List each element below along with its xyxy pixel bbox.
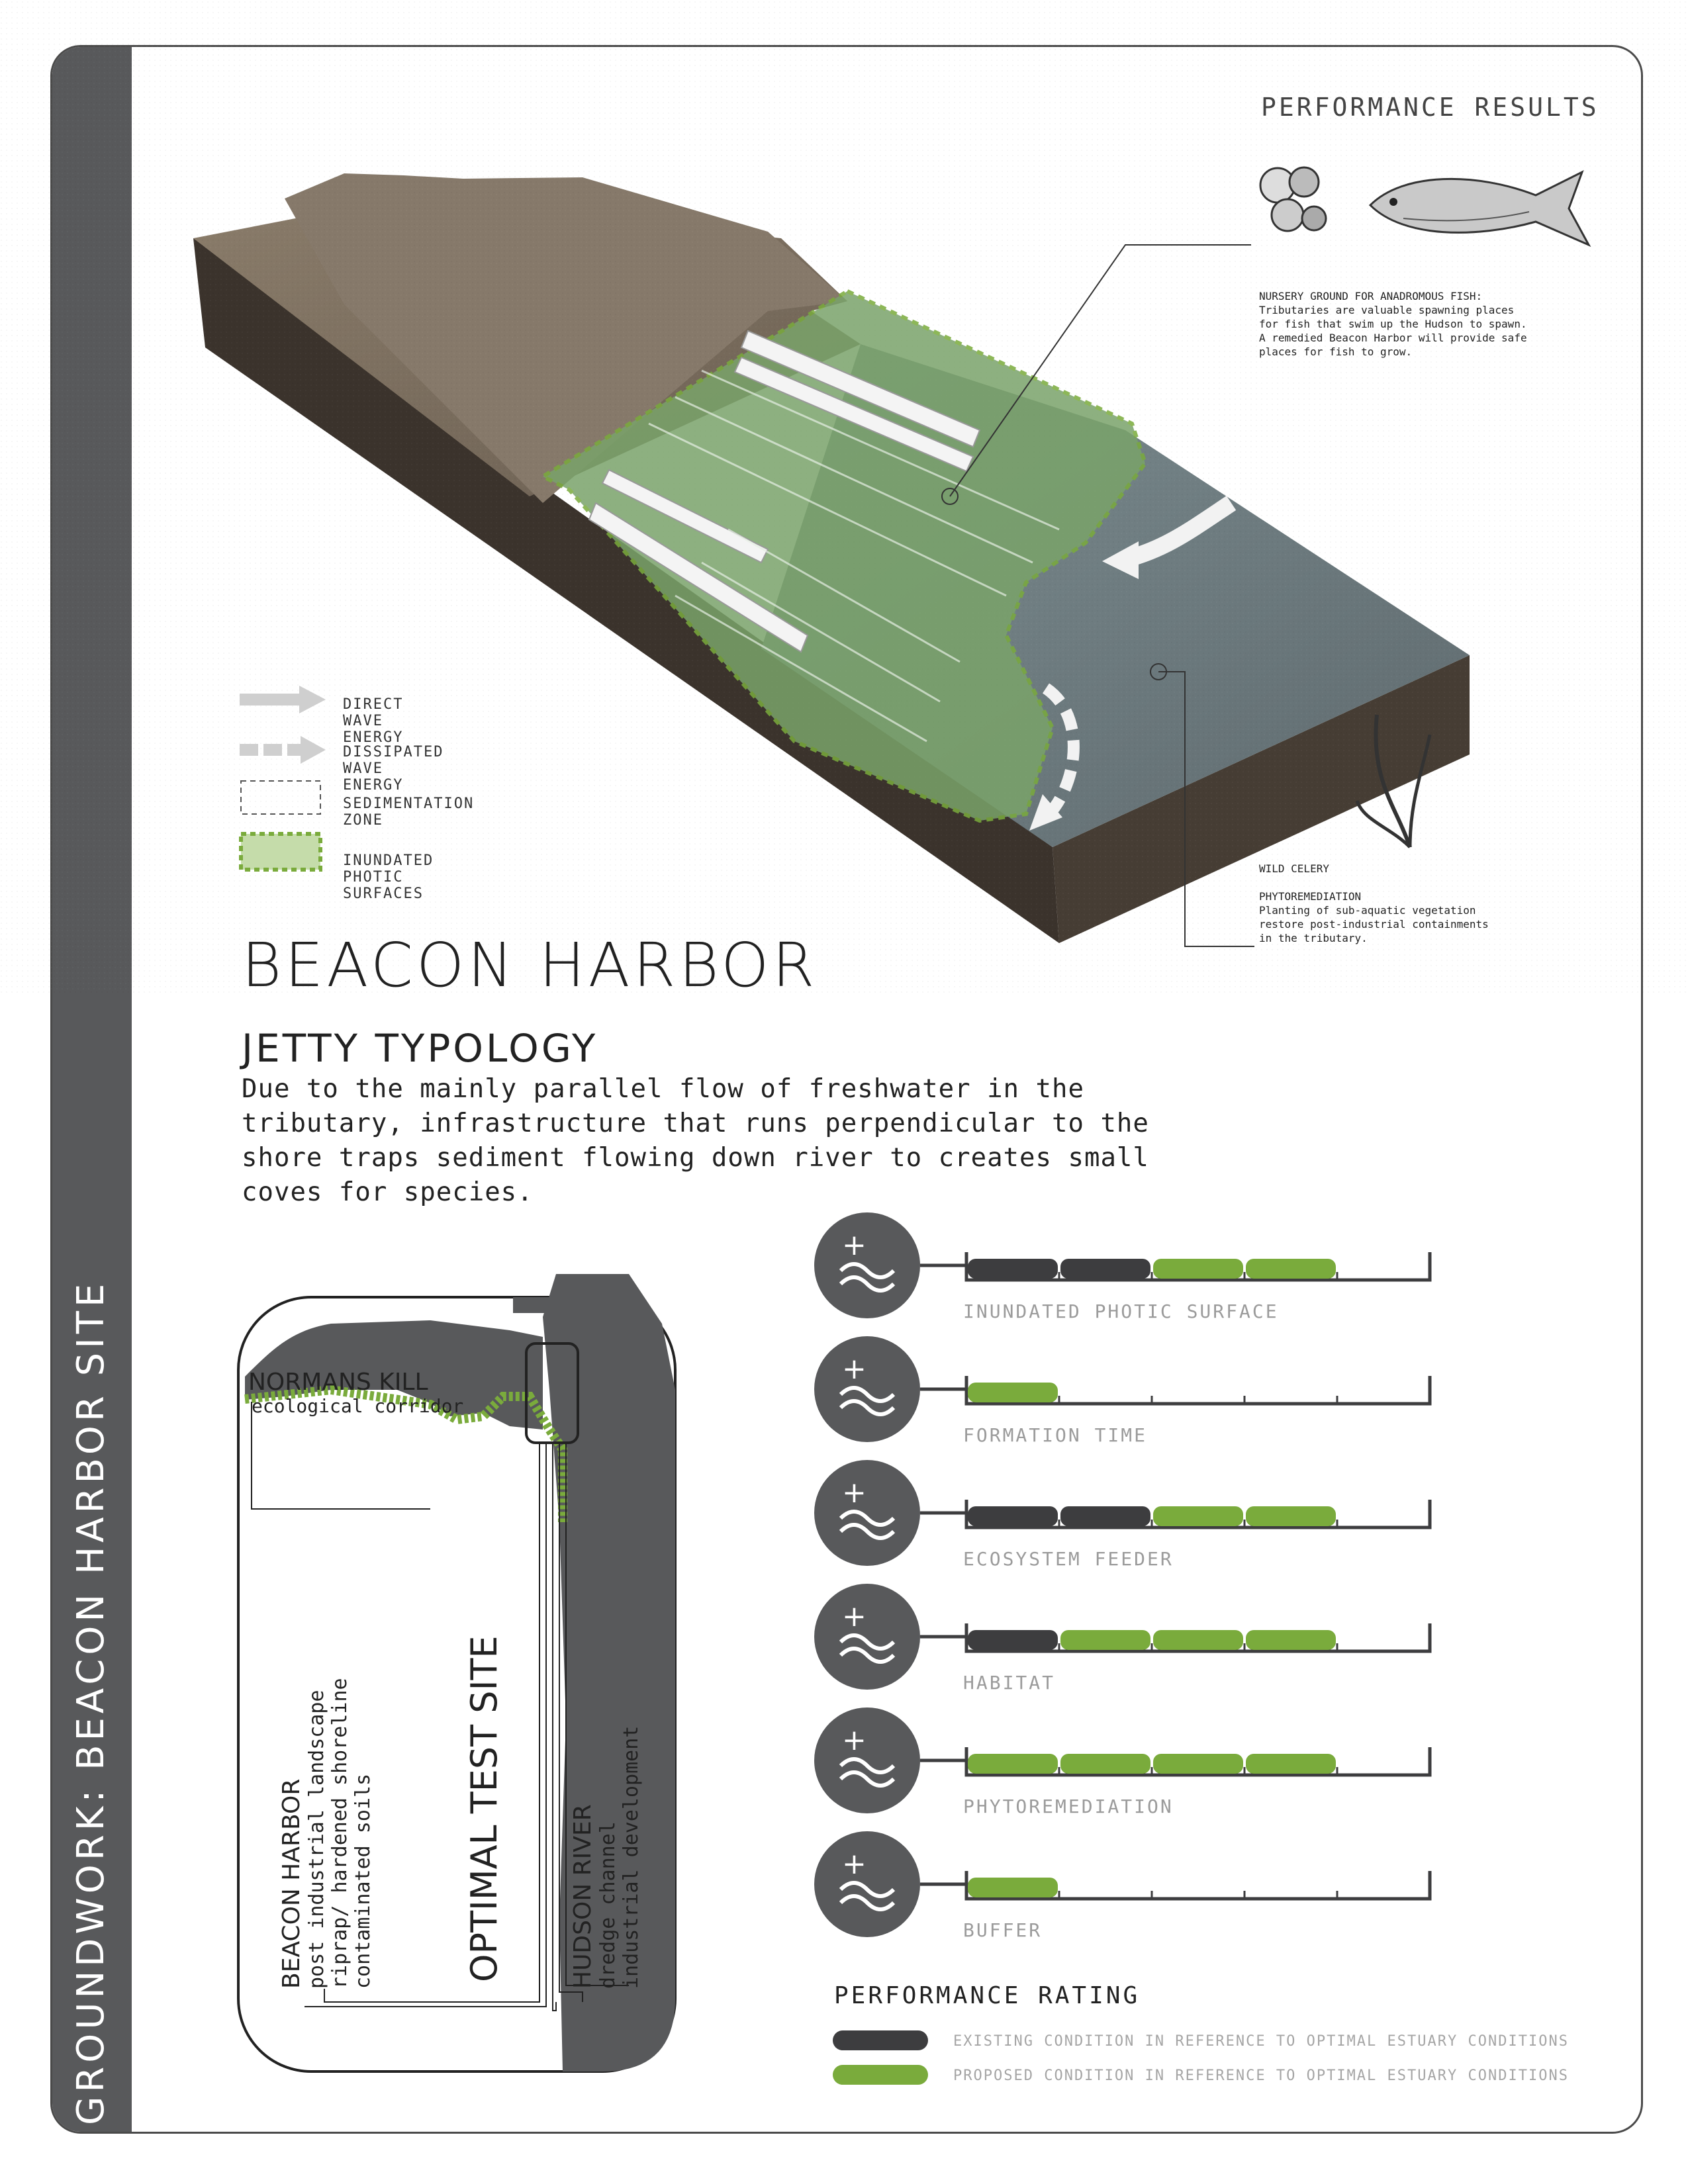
plus-icon: + — [842, 1352, 867, 1386]
plus-icon: + — [842, 1847, 867, 1881]
metric-row — [814, 1459, 1476, 1582]
existing-segment — [1060, 1259, 1150, 1279]
fish-note-line: A remedied Beacon Harbor will provide safe — [1259, 332, 1527, 344]
map-beacon-item: riprap/ hardened shoreline — [328, 1678, 352, 1989]
existing-segment — [968, 1259, 1058, 1279]
plant-note-line: restore post-industrial containments — [1259, 918, 1489, 931]
phyto-icon — [814, 1707, 920, 1813]
rating-title: PERFORMANCE RATING — [834, 1982, 1141, 2009]
rating-proposed-label: PROPOSED CONDITION IN REFERENCE TO OPTIMAL ESTUARY CONDITIONS — [953, 2068, 1569, 2084]
map-beacon-item: post industrial landscape — [305, 1690, 328, 1989]
dashed-arrow-icon — [240, 736, 326, 764]
proposed-swatch — [833, 2065, 928, 2085]
performance-results-title: PERFORMANCE RESULTS — [1261, 93, 1599, 122]
proposed-segment — [1060, 1630, 1150, 1650]
fish-note-line: Tributaries are valuable spawning places — [1259, 304, 1515, 316]
plant-note-line: in the tributary. — [1259, 932, 1368, 944]
metric-row — [814, 1582, 1476, 1706]
legend-label: DIRECT WAVE ENERGY — [343, 696, 404, 746]
page-title: BEACON HARBOR — [242, 930, 818, 1001]
page-subtitle: JETTY TYPOLOGY — [242, 1026, 598, 1071]
solid-arrow-icon — [240, 686, 326, 713]
map-beacon-item: contaminated soils — [352, 1773, 375, 1989]
proposed-segment — [1246, 1630, 1336, 1650]
metric-graphic — [814, 1830, 1476, 1949]
map-eco-corridor: ecological corridor — [252, 1395, 464, 1417]
fish-note-line: places for fish to grow. — [1259, 345, 1413, 358]
proposed-segment — [1153, 1259, 1243, 1279]
map-hudson-river: HUDSON RIVER — [569, 1804, 596, 1989]
metric-row — [814, 1706, 1476, 1830]
metric-label: INUNDATED PHOTIC SURFACE — [963, 1300, 1279, 1322]
fish-note-line: for fish that swim up the Hudson to spawn. — [1259, 318, 1527, 330]
existing-segment — [968, 1630, 1058, 1650]
proposed-segment — [968, 1754, 1058, 1774]
description: Due to the mainly parallel flow of freshwater in the tributary, infrastructure that runs perpendicular to the shore traps sediment flowing down river to creates small coves for species. — [242, 1074, 1149, 1207]
map-optimal-test-site: OPTIMAL TEST SITE — [463, 1635, 505, 1982]
map-hudson-labels — [569, 1726, 643, 1989]
metric-label: PHYTOREMEDIATION — [963, 1796, 1174, 1817]
plus-icon: + — [842, 1600, 867, 1633]
proposed-segment — [1246, 1754, 1336, 1774]
proposed-segment — [1153, 1754, 1243, 1774]
map-hudson-item: industrial development — [620, 1725, 643, 1989]
metric-row — [814, 1211, 1476, 1335]
plus-icon: + — [842, 1723, 867, 1757]
proposed-segment — [1246, 1259, 1336, 1279]
map-beacon-harbor: BEACON HARBOR — [278, 1778, 305, 1989]
formation-icon — [814, 1336, 920, 1442]
existing-swatch — [833, 2030, 928, 2050]
map-normans-kill: NORMANS KILL — [248, 1369, 428, 1396]
fish-note — [1259, 289, 1577, 359]
proposed-segment — [968, 1878, 1058, 1897]
metric-label: HABITAT — [963, 1672, 1056, 1694]
plus-icon: + — [842, 1228, 867, 1262]
sidebar-title: GROUNDWORK: BEACON HARBOR SITE — [70, 1279, 113, 2125]
plant-note-label: WILD CELERY — [1259, 862, 1329, 875]
plant-note — [1259, 862, 1603, 945]
metric-label: BUFFER — [963, 1919, 1043, 1941]
dashed-box-icon — [241, 781, 320, 814]
rating-existing-label: EXISTING CONDITION IN REFERENCE TO OPTIMAL ESTUARY CONDITIONS — [953, 2033, 1569, 2050]
legend-icons — [238, 682, 331, 874]
proposed-segment — [1153, 1506, 1243, 1526]
fish-illustration — [1251, 159, 1609, 258]
metric-label: FORMATION TIME — [963, 1424, 1148, 1446]
wild-celery-illustration — [1350, 702, 1443, 854]
metric-graphic — [814, 1582, 1476, 1702]
ecosystem-icon — [814, 1460, 920, 1566]
legend-label: SEDIMENTATION ZONE — [343, 796, 475, 829]
photic-icon — [814, 1212, 920, 1318]
plant-note-line: Planting of sub-aquatic vegetation — [1259, 904, 1476, 917]
fish-note-heading: NURSERY GROUND FOR ANADROMOUS FISH: — [1259, 290, 1483, 302]
legend-label: DISSIPATED WAVE ENERGY — [343, 744, 444, 794]
plant-note-heading: PHYTOREMEDIATION — [1259, 890, 1362, 903]
proposed-segment — [1246, 1506, 1336, 1526]
plus-icon: + — [842, 1476, 867, 1510]
map-hudson-item: dredge channel — [596, 1821, 620, 1989]
existing-segment — [968, 1506, 1058, 1526]
metrics-panel — [814, 1211, 1476, 1939]
proposed-segment — [968, 1383, 1058, 1402]
buffer-icon — [814, 1831, 920, 1937]
habitat-icon — [814, 1584, 920, 1690]
existing-segment — [1060, 1506, 1150, 1526]
proposed-segment — [1153, 1630, 1243, 1650]
proposed-segment — [1060, 1754, 1150, 1774]
green-box-icon — [241, 834, 320, 870]
metric-row — [814, 1830, 1476, 1954]
map-beacon-labels — [278, 1678, 375, 1989]
legend-label: INUNDATED PHOTIC SURFACES — [343, 852, 434, 902]
metric-row — [814, 1335, 1476, 1459]
metric-label: ECOSYSTEM FEEDER — [963, 1548, 1174, 1570]
